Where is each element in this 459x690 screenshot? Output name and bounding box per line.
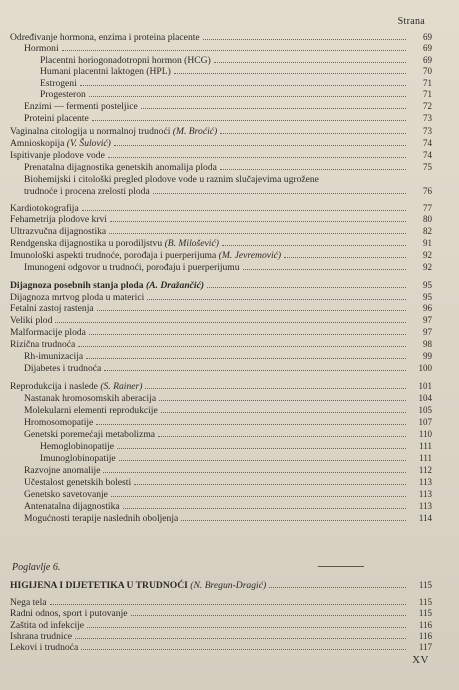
toc-entry: [40, 78, 432, 89]
entry-page-number: 105: [418, 405, 432, 415]
entry-page-number: 112: [418, 465, 432, 475]
entry-text: Učestalost genetskih bolesti: [24, 477, 132, 488]
entry-page-number: 69: [423, 55, 432, 65]
dot-leader: [110, 220, 406, 222]
entry-title: [10, 126, 220, 137]
entry-text: Nega tela: [10, 597, 47, 608]
chapter-title: HIGIJENA I DIJETETIKA U TRUDNOĆI: [10, 580, 188, 591]
entry-title: [24, 501, 123, 512]
entry-title: [10, 203, 82, 214]
chapter-heading: [10, 580, 432, 591]
toc-entry: [24, 465, 432, 476]
entry-text: Dijagnoza mrtvog ploda u materici: [10, 292, 145, 303]
toc-entry: [24, 43, 432, 54]
entry-title: [10, 292, 147, 303]
entry-title: [24, 477, 134, 488]
entry-text: Hromosomopatije: [24, 417, 94, 428]
entry-text: Fehametrija plodove krvi: [10, 214, 107, 225]
chapter-page-number: 115: [418, 580, 432, 590]
entry-page-number: 110: [418, 429, 432, 439]
entry-page-number: 92: [423, 250, 432, 260]
chapter-entry: [10, 642, 432, 653]
entry-title: [10, 631, 75, 642]
entry-text: Ultrazvučna dijagnostika: [10, 226, 107, 237]
entry-page-number: 80: [423, 214, 432, 224]
entry-text: Imunoglobinopatije: [40, 453, 116, 464]
toc-entry: [10, 214, 432, 225]
toc-entry: [10, 32, 432, 43]
entry-page-number: 104: [418, 393, 432, 403]
entry-text: Fetalni zastoj rastenja: [10, 303, 94, 314]
entry-page-number: 69: [423, 43, 432, 53]
entry-author: (A. Dražančić): [145, 280, 205, 291]
entry-title: [10, 315, 55, 326]
dot-leader: [181, 519, 406, 521]
toc-entry: [40, 55, 432, 66]
entry-author: (V. Šulović): [66, 138, 111, 149]
entry-page-number: 113: [418, 477, 432, 487]
dot-leader: [131, 614, 406, 616]
entry-page-number: 73: [423, 113, 432, 123]
dot-leader: [75, 637, 406, 639]
entry-title: [10, 608, 131, 619]
entry-author: (S. Rainer): [100, 381, 143, 392]
dot-leader: [81, 648, 406, 650]
toc-entry: [10, 339, 432, 350]
entry-page-number: 98: [423, 339, 432, 349]
entry-title: [10, 214, 110, 225]
toc-entry-multiline-second: [24, 186, 432, 197]
entry-title: [40, 441, 117, 452]
entry-page-number: 111: [419, 441, 432, 451]
entry-text: Rh-imunizacija: [24, 351, 84, 362]
dot-leader: [89, 333, 406, 335]
dot-leader: [104, 369, 406, 371]
dot-leader: [50, 603, 407, 605]
dot-leader: [207, 286, 406, 288]
toc-entry-multiline-first: Biohemijski i citološki pregled plodove vode u raznim slučajevima ugrožene: [24, 174, 319, 185]
entry-text: Reprodukcija i naslede: [10, 381, 98, 392]
entry-text: Vaginalna citologija u normalnoj trudnoći: [10, 126, 171, 137]
entry-title: [40, 78, 80, 89]
entry-page-number: 99: [423, 351, 432, 361]
chapter-divider: [318, 566, 364, 567]
entry-text: Lekovi i trudnoća: [10, 642, 79, 653]
entry-text: Imunološki aspekti trudnoće, porođaja i puerperijuma: [10, 250, 217, 261]
entry-text: Dijagnoza posebnih stanja ploda: [10, 280, 144, 291]
dot-leader: [108, 156, 406, 158]
toc-entry: [10, 238, 432, 249]
entry-page-number: 111: [419, 453, 432, 463]
dot-leader: [80, 84, 406, 86]
toc-entry: [40, 441, 432, 452]
entry-page-number: 97: [423, 327, 432, 337]
toc-entry: [40, 89, 432, 100]
toc-entry: [24, 262, 432, 273]
toc-entry: [10, 280, 432, 291]
entry-title: [10, 620, 87, 631]
entry-page-number: 76: [423, 186, 432, 196]
entry-page-number: 96: [423, 303, 432, 313]
entry-title: [10, 150, 108, 161]
entry-page-number: 91: [423, 238, 432, 248]
entry-title: [10, 642, 81, 653]
entry-page-number: 113: [418, 501, 432, 511]
entry-page-number: 74: [423, 138, 432, 148]
entry-page-number: 69: [423, 32, 432, 42]
toc-entry: [10, 203, 432, 214]
dot-leader: [269, 586, 406, 588]
entry-text: Amnioskopija: [10, 138, 65, 149]
page-column-header: Strana: [397, 16, 425, 27]
entry-title: [10, 250, 284, 261]
toc-entry: [40, 453, 432, 464]
entry-title: [10, 339, 78, 350]
entry-page-number: 107: [418, 417, 432, 427]
dot-leader: [103, 471, 406, 473]
dot-leader: [158, 435, 406, 437]
entry-text: Ishrana trudnice: [10, 631, 73, 642]
entry-title: [24, 489, 111, 500]
entry-page-number: 115: [418, 608, 432, 618]
entry-title: [24, 351, 86, 362]
toc-entry: [10, 150, 432, 161]
chapter-title-wrap: [10, 580, 269, 591]
dot-leader: [111, 495, 406, 497]
entry-page-number: 72: [423, 101, 432, 111]
dot-leader: [82, 209, 406, 211]
entry-text: Antenatalna dijagnostika: [24, 501, 120, 512]
dot-leader: [55, 321, 406, 323]
entry-page-number: 116: [418, 631, 432, 641]
dot-leader: [220, 168, 406, 170]
entry-text: Veliki plod: [10, 315, 53, 326]
entry-text: Imunogeni odgovor u trudnoći, porođaju i puerperijumu: [24, 262, 240, 273]
entry-text: Dijabetes i trudnoća: [24, 363, 102, 374]
entry-text: Estrogeni: [40, 78, 77, 89]
entry-title: [10, 597, 50, 608]
entry-page-number: 92: [423, 262, 432, 272]
dot-leader: [243, 268, 406, 270]
entry-text: Hormoni: [24, 43, 59, 54]
entry-title: [10, 327, 89, 338]
chapter-entry: [10, 620, 432, 631]
entry-text: Humani placentni laktogen (HPL): [40, 66, 171, 77]
dot-leader: [141, 107, 406, 109]
toc-entry: [24, 417, 432, 428]
entry-title: [24, 162, 220, 173]
entry-page-number: 70: [423, 66, 432, 76]
toc-entry: [24, 113, 432, 124]
toc-entry: [40, 66, 432, 77]
entry-page-number: 114: [418, 513, 432, 523]
dot-leader: [62, 49, 406, 51]
entry-text: Molekularni elementi reprodukcije: [24, 405, 158, 416]
entry-title: [24, 113, 92, 124]
toc-entry: [10, 250, 432, 261]
entry-page-number: 97: [423, 315, 432, 325]
entry-text: Kardiotokografija: [10, 203, 79, 214]
entry-text: Radni odnos, sport i putovanje: [10, 608, 128, 619]
entry-title: [10, 32, 203, 43]
toc-entry: [24, 363, 432, 374]
entry-page-number: 75: [423, 162, 432, 172]
dot-leader: [123, 507, 406, 509]
entry-title: [40, 89, 89, 100]
entry-title: [10, 381, 145, 392]
dot-leader: [145, 387, 406, 389]
dot-leader: [117, 447, 406, 449]
toc-entry: [10, 303, 432, 314]
dot-leader: [78, 345, 406, 347]
toc-entry: [24, 489, 432, 500]
chapter-author: (N. Bregun-Dragić): [190, 580, 267, 591]
dot-leader: [284, 256, 406, 258]
entry-text: Genetski poremećaji metabolizma: [24, 429, 156, 440]
dot-leader: [119, 459, 406, 461]
toc-entry: [24, 405, 432, 416]
entry-text: Rizična trudnoća: [10, 339, 76, 350]
entry-text: Enzimi — fermenti posteljice: [24, 101, 138, 112]
dot-leader: [114, 144, 406, 146]
entry-page-number: 100: [418, 363, 432, 373]
toc-entry: [10, 327, 432, 338]
entry-title: [24, 393, 159, 404]
entry-page-number: 71: [423, 89, 432, 99]
toc-entry: [10, 226, 432, 237]
dot-leader: [87, 626, 406, 628]
entry-title: [24, 429, 158, 440]
entry-page-number: 116: [418, 620, 432, 630]
toc-entry: [10, 126, 432, 137]
entry-title: [24, 405, 161, 416]
entry-author: (B. Milošević): [164, 238, 219, 249]
chapter-label: Poglavlje 6.: [12, 562, 61, 573]
entry-page-number: 73: [423, 126, 432, 136]
dot-leader: [214, 61, 406, 63]
entry-text: Razvojne anomalije: [24, 465, 101, 476]
entry-author: (M. Jevremović): [218, 250, 282, 261]
entry-text: Hemoglobinopatije: [40, 441, 115, 452]
entry-page-number: 74: [423, 150, 432, 160]
dot-leader: [109, 232, 406, 234]
entry-page-number: 113: [418, 489, 432, 499]
dot-leader: [222, 244, 406, 246]
entry-title: [24, 262, 243, 273]
entry-text: Ispitivanje plodove vode: [10, 150, 105, 161]
toc-entry: [24, 162, 432, 173]
entry-title: [10, 238, 222, 249]
entry-title: [24, 186, 153, 197]
chapter-entry: [10, 631, 432, 642]
entry-page-number: 101: [418, 381, 432, 391]
entry-page-number: 77: [423, 203, 432, 213]
toc-entry: [24, 513, 432, 524]
dot-leader: [161, 411, 406, 413]
entry-page-number: 71: [423, 78, 432, 88]
dot-leader: [159, 399, 406, 401]
toc-entry: [24, 501, 432, 512]
entry-title: [24, 43, 62, 54]
entry-page-number: 95: [423, 292, 432, 302]
entry-author: (M. Broćić): [172, 126, 218, 137]
dot-leader: [153, 192, 406, 194]
toc-entry: [24, 351, 432, 362]
entry-title: [40, 453, 119, 464]
entry-title: [10, 280, 207, 291]
entry-text: Zaštita od infekcije: [10, 620, 85, 631]
entry-text: Malformacije ploda: [10, 327, 86, 338]
entry-text: Progesteron: [40, 89, 86, 100]
toc-entry: [24, 477, 432, 488]
entry-title: [40, 55, 214, 66]
toc-entry: [10, 138, 432, 149]
dot-leader: [92, 119, 406, 121]
toc-entry: [10, 381, 432, 392]
entry-text: Mogućnosti terapije naslednih oboljenja: [24, 513, 179, 524]
dot-leader: [97, 309, 406, 311]
dot-leader: [96, 423, 406, 425]
entry-title: [10, 303, 97, 314]
toc-entry: [24, 101, 432, 112]
page-number: XV: [412, 654, 429, 666]
entry-text: Proteini placente: [24, 113, 89, 124]
toc-entry: [10, 292, 432, 303]
entry-page-number: 115: [418, 597, 432, 607]
entry-text: Genetsko savetovanje: [24, 489, 108, 500]
entry-title: [24, 417, 96, 428]
toc-entry: [24, 393, 432, 404]
dot-leader: [220, 132, 406, 134]
entry-text: Prenatalna dijagnostika genetskih anomalija ploda: [24, 162, 217, 173]
entry-title: [10, 226, 109, 237]
entry-page-number: 95: [423, 280, 432, 290]
entry-text: Placentni horiogonadotropni hormon (HCG): [40, 55, 211, 66]
chapter-entry: [10, 608, 432, 619]
dot-leader: [89, 95, 406, 97]
dot-leader: [86, 357, 406, 359]
entry-text: Određivanje hormona, enzima i proteina placente: [10, 32, 200, 43]
toc-entry: [24, 429, 432, 440]
entry-page-number: 117: [418, 642, 432, 652]
entry-title: [24, 513, 181, 524]
dot-leader: [203, 38, 406, 40]
entry-text: trudnoće i procena zrelosti ploda: [24, 186, 150, 197]
entry-title: [24, 465, 103, 476]
entry-title: [10, 138, 114, 149]
entry-text: Rendgenska dijagnostika u porodiljstvu: [10, 238, 163, 249]
entry-title: [24, 101, 141, 112]
toc-entry: [10, 315, 432, 326]
dot-leader: [134, 483, 406, 485]
entry-page-number: 82: [423, 226, 432, 236]
dot-leader: [147, 298, 406, 300]
entry-text: Nastanak hromosomskih aberacija: [24, 393, 157, 404]
entry-title: [24, 363, 104, 374]
dot-leader: [174, 72, 406, 74]
chapter-entry: [10, 597, 432, 608]
entry-title: [40, 66, 174, 77]
